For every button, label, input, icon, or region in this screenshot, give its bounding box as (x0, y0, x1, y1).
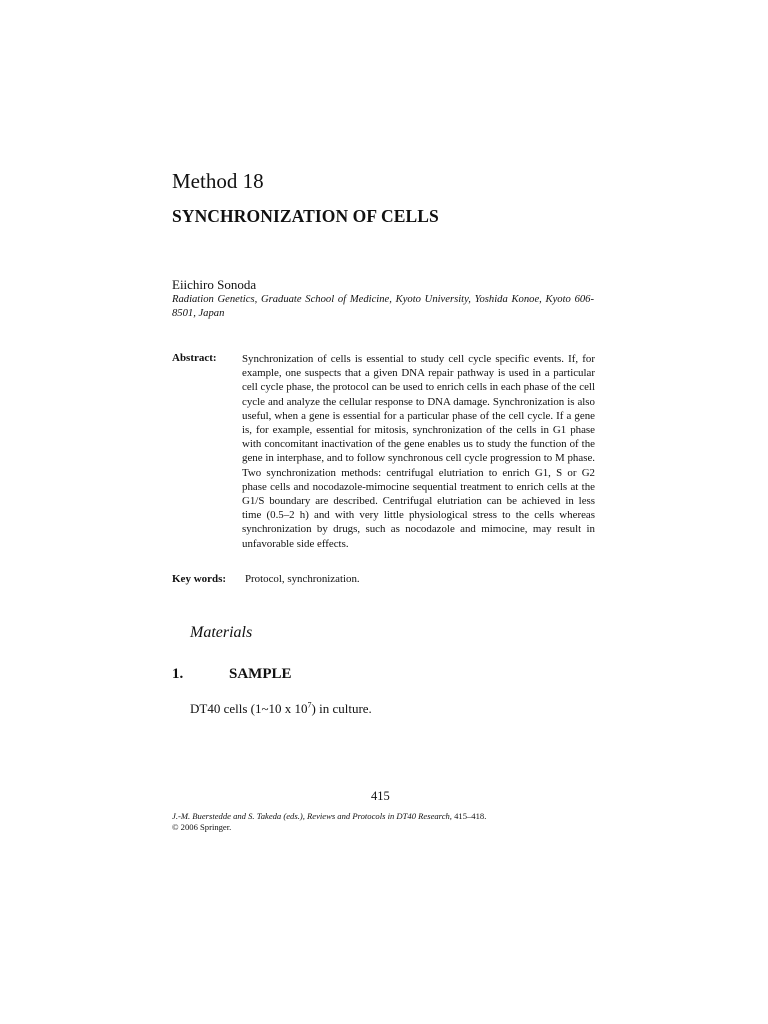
chapter-title: SYNCHRONIZATION OF CELLS (172, 206, 439, 226)
section-number: 1. (172, 666, 184, 682)
citation-line (172, 811, 486, 821)
abstract-text: Synchronization of cells is essential to study cell cycle specific events. If, for example, one suspects that a given DNA repair pathway is used in a particular cell cycle phase, the protocol can be used to enrich cells in each phase of the cell cycle and analyze the cellular response to DNA damage. Synchronization is also useful, when a gene is essential for a particular phase of the cell cycle. If a gene is, for example, essential for mitosis, synchronization of the cells in G1 phase with concomitant inactivation of the gene enables us to study the function of the gene in interphase, and to follow synchronous cell cycle progression to M phase. Two synchronization methods: centrifugal elutriation to enrich G1, S or G2 phase cells and nocodazole-mimocine sequential treatment to enrich cells at the G1/S boundary are described. Centrifugal elutriation can be achieved in less time (0.5–2 h) and with very little physiological stress to the cells whereas synchronization by drugs, such as nocodazole and mimocine, may result in unfavorable side effects. (242, 353, 595, 550)
citation-editors: J.-M. Buerstedde and S. Takeda (eds.), Reviews and Protocols in DT40 Research, (172, 811, 452, 821)
page-number: 415 (371, 789, 390, 803)
keywords-label: Key words: (172, 573, 227, 585)
copyright-line: © 2006 Springer. (172, 822, 232, 832)
method-number: Method 18 (172, 169, 264, 193)
citation-pages: 415–418. (451, 811, 487, 821)
sample-text-after: ) in culture. (311, 701, 372, 716)
sample-superscript: 7 (307, 700, 312, 710)
author-affiliation: Radiation Genetics, Graduate School of Medicine, Kyoto University, Yoshida Konoe, Kyoto 606-8501, Japan (172, 294, 594, 319)
section-title: SAMPLE (229, 666, 292, 682)
sample-description (190, 701, 372, 717)
sample-text-before: DT40 cells (1~10 x 10 (190, 701, 308, 716)
keywords-text: Protocol, synchronization. (245, 573, 360, 585)
materials-heading: Materials (190, 624, 253, 641)
abstract-label: Abstract: (172, 352, 217, 364)
author-name: Eiichiro Sonoda (172, 277, 257, 292)
